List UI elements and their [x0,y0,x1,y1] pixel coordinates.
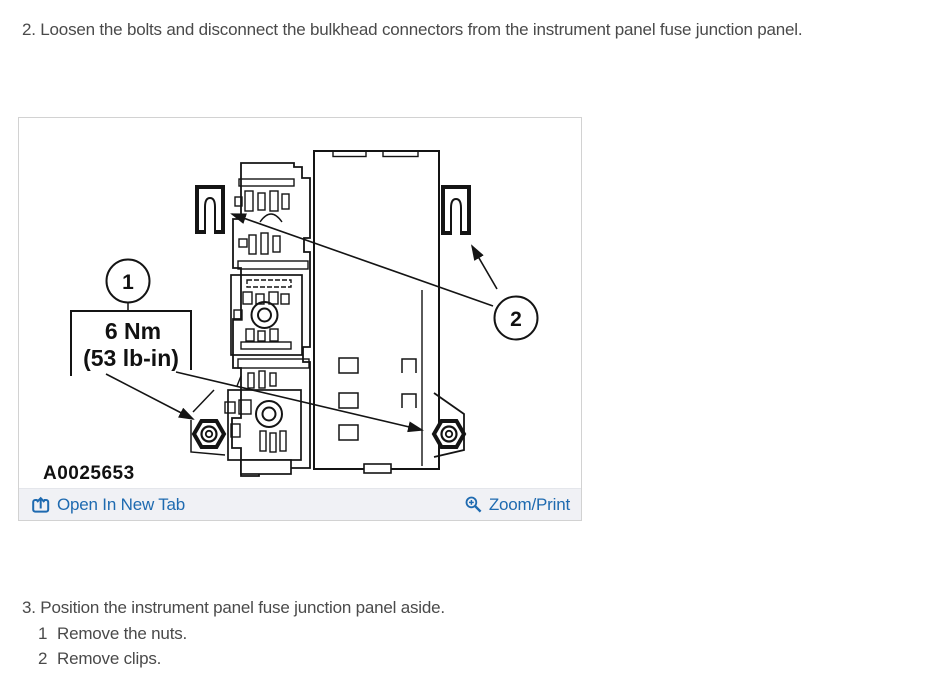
figure-toolbar [19,488,581,520]
torque-value-lbin: (53 lb-in) [83,345,179,371]
open-in-new-tab-icon [32,496,50,513]
step-2-instruction: 2. Loosen the bolts and disconnect the bulkhead connectors from the instrument panel fuse junction panel. [22,20,803,39]
zoom-magnifier-icon [465,496,482,513]
callout-2-number: 2 [510,308,522,331]
step-3-instruction: 3. Position the instrument panel fuse junction panel aside. [22,598,445,617]
substep-2-text: Remove clips. [57,649,162,668]
fuse-junction-panel-diagram [19,118,581,488]
fuse-panel [225,163,310,476]
substep-remove-clips [38,649,161,669]
open-in-new-tab-link[interactable] [32,495,185,515]
bolt-right [434,421,464,447]
part-number: A0025653 [43,463,135,484]
diagram-area [19,118,581,488]
torque-value-nm: 6 Nm [104,318,162,344]
figure-card [18,117,582,521]
bulkhead-connector-left [197,187,223,234]
bolt-left [194,421,224,447]
zoom-print-label: Zoom/Print [488,494,570,514]
substep-2-number: 2 [38,649,48,668]
open-in-new-tab-label: Open In New Tab [57,494,186,514]
zoom-print-link[interactable] [465,495,570,515]
substep-1-number: 1 [38,624,48,643]
callout-1-number: 1 [122,271,134,294]
bulkhead-connector-right [443,187,469,235]
substep-remove-nuts [38,624,187,644]
cover-panel [314,151,439,473]
substep-1-text: Remove the nuts. [57,624,188,643]
